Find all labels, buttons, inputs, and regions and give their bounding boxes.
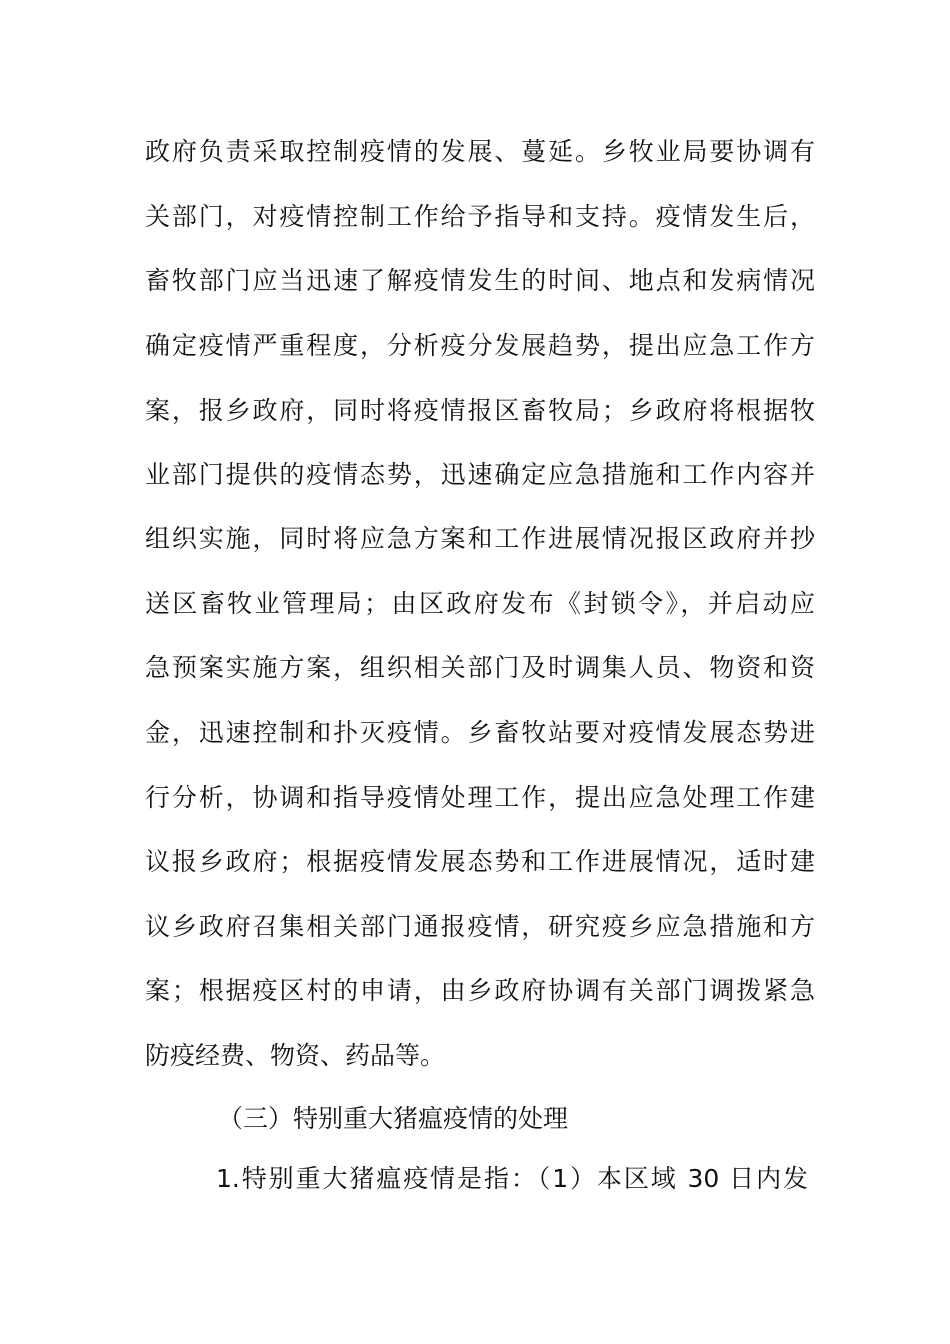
paragraph-line: 议报乡政府；根据疫情发展态势和工作进展情况，适时建 [145, 847, 815, 876]
list-item: 1.特别重大猪瘟疫情是指：（1）本区域 30 日内发 [216, 1164, 808, 1193]
paragraph-line: 业部门提供的疫情态势，迅速确定应急措施和工作内容并 [145, 460, 815, 489]
paragraph-line: 金，迅速控制和扑灭疫情。乡畜牧站要对疫情发展态势进 [145, 718, 815, 747]
section-heading: （三）特别重大猪瘟疫情的处理 [218, 1104, 569, 1133]
paragraph-line: 确定疫情严重程度，分析疫分发展趋势，提出应急工作方 [145, 331, 815, 360]
paragraph-line: 畜牧部门应当迅速了解疫情发生的时间、地点和发病情况 [145, 266, 815, 295]
paragraph-line: 关部门，对疫情控制工作给予指导和支持。疫情发生后， [145, 202, 815, 231]
paragraph-line: 组织实施，同时将应急方案和工作进展情况报区政府并抄 [145, 524, 815, 553]
paragraph-line: 政府负责采取控制疫情的发展、蔓延。乡牧业局要协调有 [145, 137, 815, 166]
paragraph-line: 防疫经费、物资、药品等。 [145, 1041, 446, 1070]
paragraph-line: 议乡政府召集相关部门通报疫情，研究疫乡应急措施和方 [145, 912, 815, 941]
paragraph-line: 案，报乡政府，同时将疫情报区畜牧局；乡政府将根据牧 [145, 396, 815, 425]
paragraph-line: 送区畜牧业管理局；由区政府发布《封锁令》，并启动应 [145, 589, 815, 618]
paragraph-line: 行分析，协调和指导疫情处理工作，提出应急处理工作建 [145, 783, 815, 812]
paragraph-line: 案；根据疫区村的申请，由乡政府协调有关部门调拨紧急 [145, 976, 815, 1005]
paragraph-line: 急预案实施方案，组织相关部门及时调集人员、物资和资 [145, 653, 815, 682]
